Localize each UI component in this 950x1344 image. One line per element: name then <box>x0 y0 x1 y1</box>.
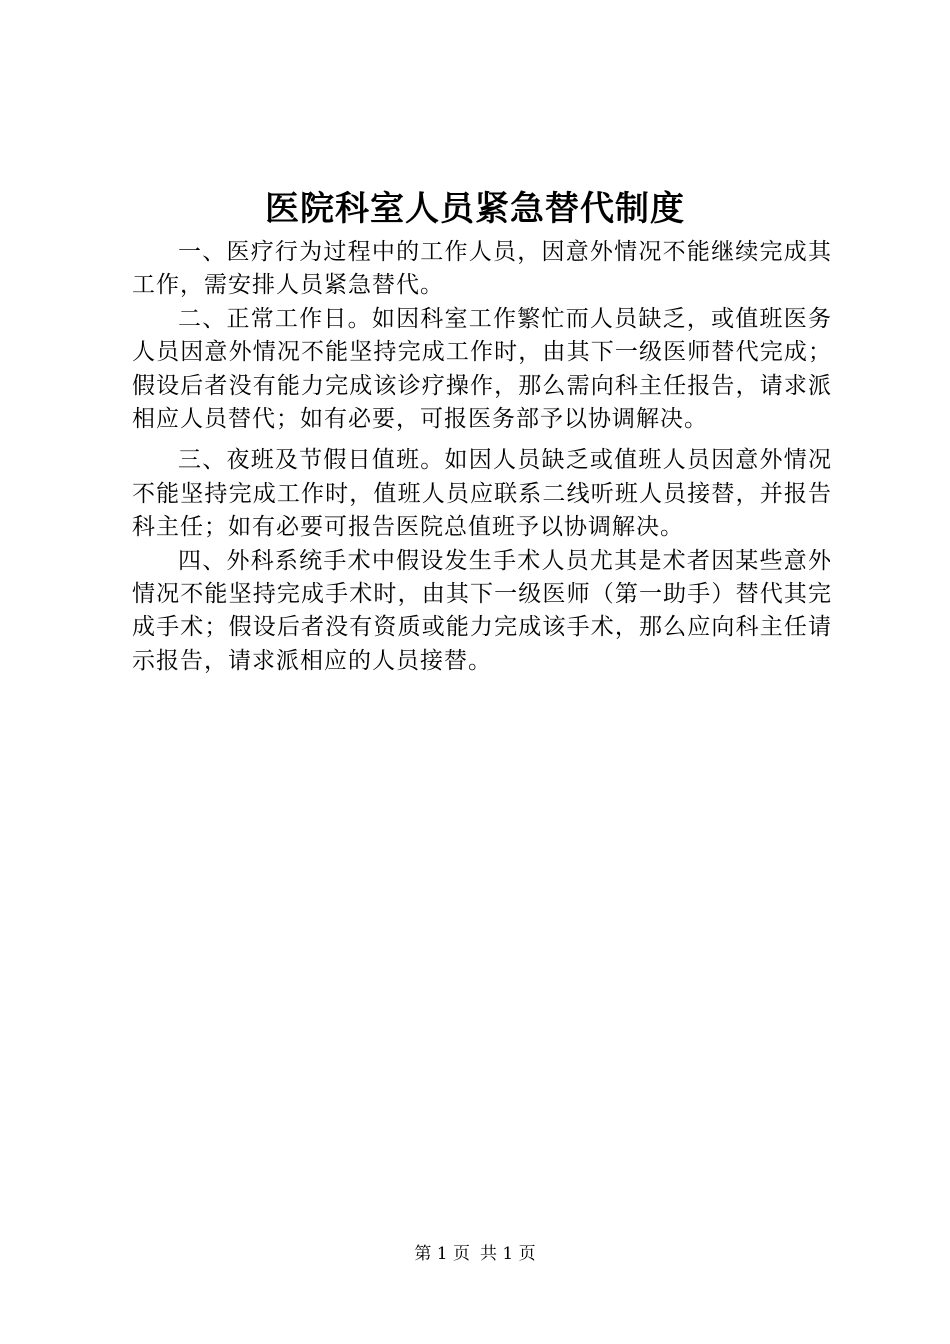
page-footer <box>0 1242 950 1266</box>
paragraph-1: 一、医疗行为过程中的工作人员，因意外情况不能继续完成其工作，需安排人员紧急替代。 <box>132 239 832 299</box>
document-title: 医院科室人员紧急替代制度 <box>265 189 685 229</box>
page-number-current: 第 1 页 <box>414 1244 470 1264</box>
document-body <box>132 236 832 678</box>
paragraph-2: 二、正常工作日。如因科室工作繁忙而人员缺乏，或值班医务人员因意外情况不能坚持完成工作时，由其下一级医师替代完成；假设后者没有能力完成该诊疗操作，那么需向科主任报告，请求派相应人员替代；如有必要，可报医务部予以协调解决。 <box>132 305 832 433</box>
page-number-total: 共 1 页 <box>480 1244 536 1264</box>
paragraph-3: 三、夜班及节假日值班。如因人员缺乏或值班人员因意外情况不能坚持完成工作时，值班人员应联系二线听班人员接替，并报告科主任；如有必要可报告医院总值班予以协调解决。 <box>132 447 832 541</box>
paragraph-4: 四、外科系统手术中假设发生手术人员尤其是术者因某些意外情况不能坚持完成手术时，由其下一级医师（第一助手）替代其完成手术；假设后者没有资质或能力完成该手术，那么应向科主任请示报告，请求派相应的人员接替。 <box>132 547 832 674</box>
